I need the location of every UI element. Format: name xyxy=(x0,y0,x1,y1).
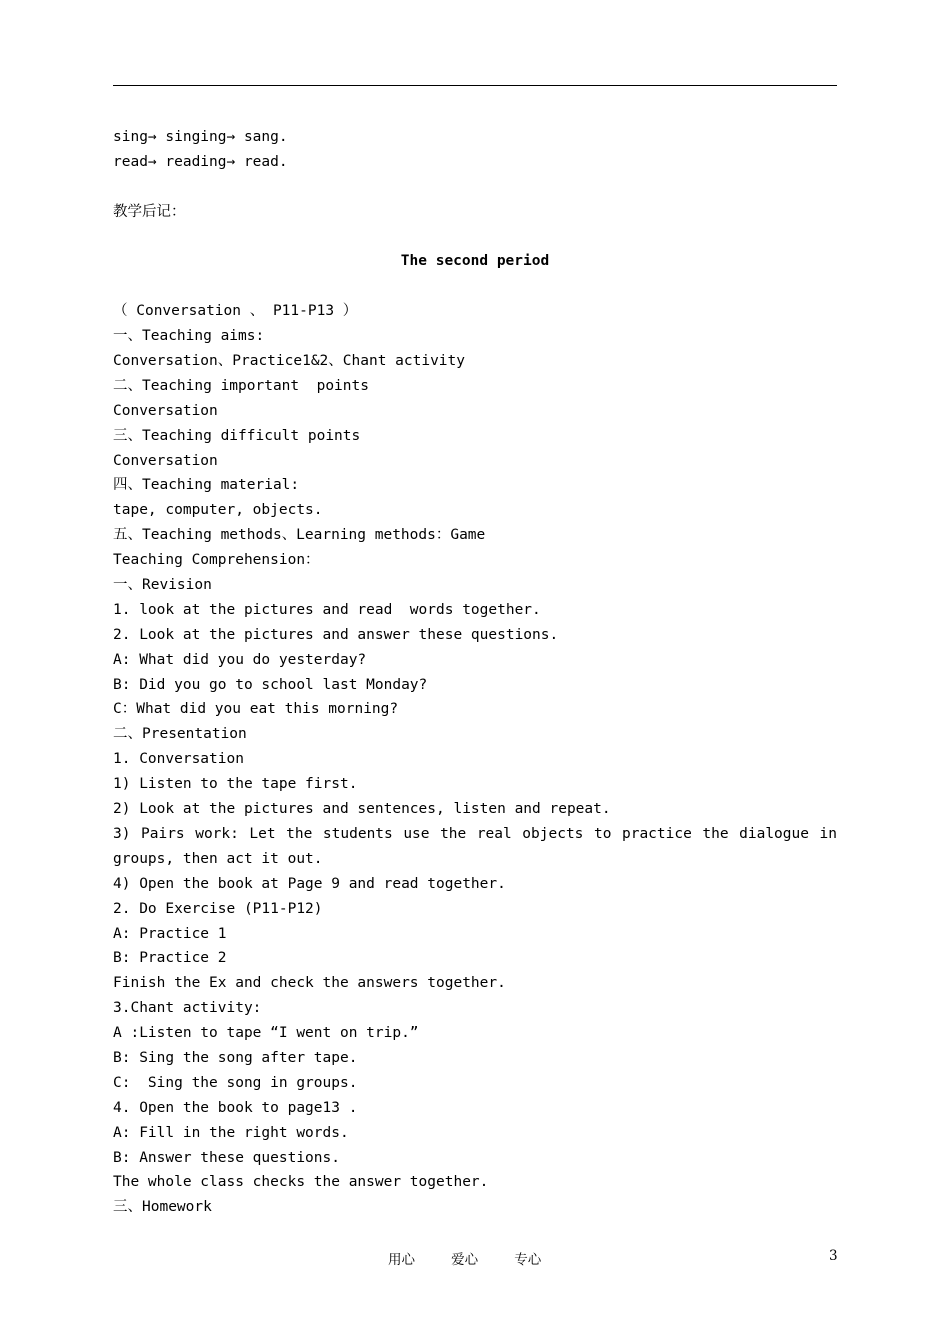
text-line: 二、Teaching important points xyxy=(113,377,369,394)
text-line: B: Did you go to school last Monday? xyxy=(113,676,428,693)
text-line: 4. Open the book to page13 . xyxy=(113,1099,358,1116)
postscript-label: 教学后记： xyxy=(113,203,186,220)
text-line: 三、Homework xyxy=(113,1199,212,1216)
text-line: A: What did you do yesterday? xyxy=(113,651,367,668)
spacer xyxy=(113,225,837,250)
text-line: （ Conversation 、 P11-P13 ） xyxy=(113,303,358,320)
text-line: 四、Teaching material: xyxy=(113,477,300,494)
text-line: 2. Look at the pictures and answer these questions. xyxy=(113,626,559,643)
text-line: 三、Teaching difficult points xyxy=(113,427,361,444)
text-line: 1) Listen to the tape first. xyxy=(113,776,358,793)
text-line: 一、Teaching aims: xyxy=(113,328,265,345)
text-line-wrapped: 3) Pairs work: Let the students use the real objects to practice the dialogue in groups, then act it out. xyxy=(113,825,837,867)
text-line: C: Sing the song in groups. xyxy=(113,1074,358,1091)
spacer xyxy=(113,274,837,299)
text-line: 2. Do Exercise (P11-P12) xyxy=(113,900,323,917)
text-line: Conversation xyxy=(113,452,218,469)
text-line: 1. look at the pictures and read words together. xyxy=(113,601,541,618)
text-line: Conversation xyxy=(113,402,218,419)
text-line: A: Practice 1 xyxy=(113,925,227,942)
text-line: 五、Teaching methods、Learning methods：Game xyxy=(113,527,486,544)
text-line: read→ reading→ read. xyxy=(113,153,288,170)
text-line: sing→ singing→ sang. xyxy=(113,129,288,145)
text-line: C：What did you eat this morning? xyxy=(113,701,399,718)
text-line: tape, computer, objects. xyxy=(113,502,323,519)
page-number: 3 xyxy=(829,1248,838,1264)
text-line: A: Fill in the right words. xyxy=(113,1124,349,1141)
text-line: 一、Revision xyxy=(113,577,212,594)
text-line: The whole class checks the answer together. xyxy=(113,1174,489,1191)
text-line: 3.Chant activity: xyxy=(113,1000,262,1017)
text-line: A :Listen to tape “I went on trip.” xyxy=(113,1025,419,1042)
text-line: B: Sing the song after tape. xyxy=(113,1049,358,1066)
header-rule xyxy=(113,85,837,86)
spacer xyxy=(113,175,837,200)
text-line: Finish the Ex and check the answers together. xyxy=(113,975,506,992)
section-title: The second period xyxy=(400,253,550,270)
document-body xyxy=(113,125,837,1220)
text-line: 2) Look at the pictures and sentences, listen and repeat. xyxy=(113,801,611,818)
text-line: 1. Conversation xyxy=(113,751,244,768)
text-line: Conversation、Practice1&2、Chant activity xyxy=(113,353,466,370)
text-line: Teaching Comprehension： xyxy=(113,552,320,569)
text-line: 二、Presentation xyxy=(113,726,247,743)
text-line: B: Practice 2 xyxy=(113,950,227,967)
text-line: B: Answer these questions. xyxy=(113,1149,340,1166)
footer-motto: 用心 爱心 专心 xyxy=(388,1252,542,1268)
text-line: 4) Open the book at Page 9 and read together. xyxy=(113,875,506,892)
